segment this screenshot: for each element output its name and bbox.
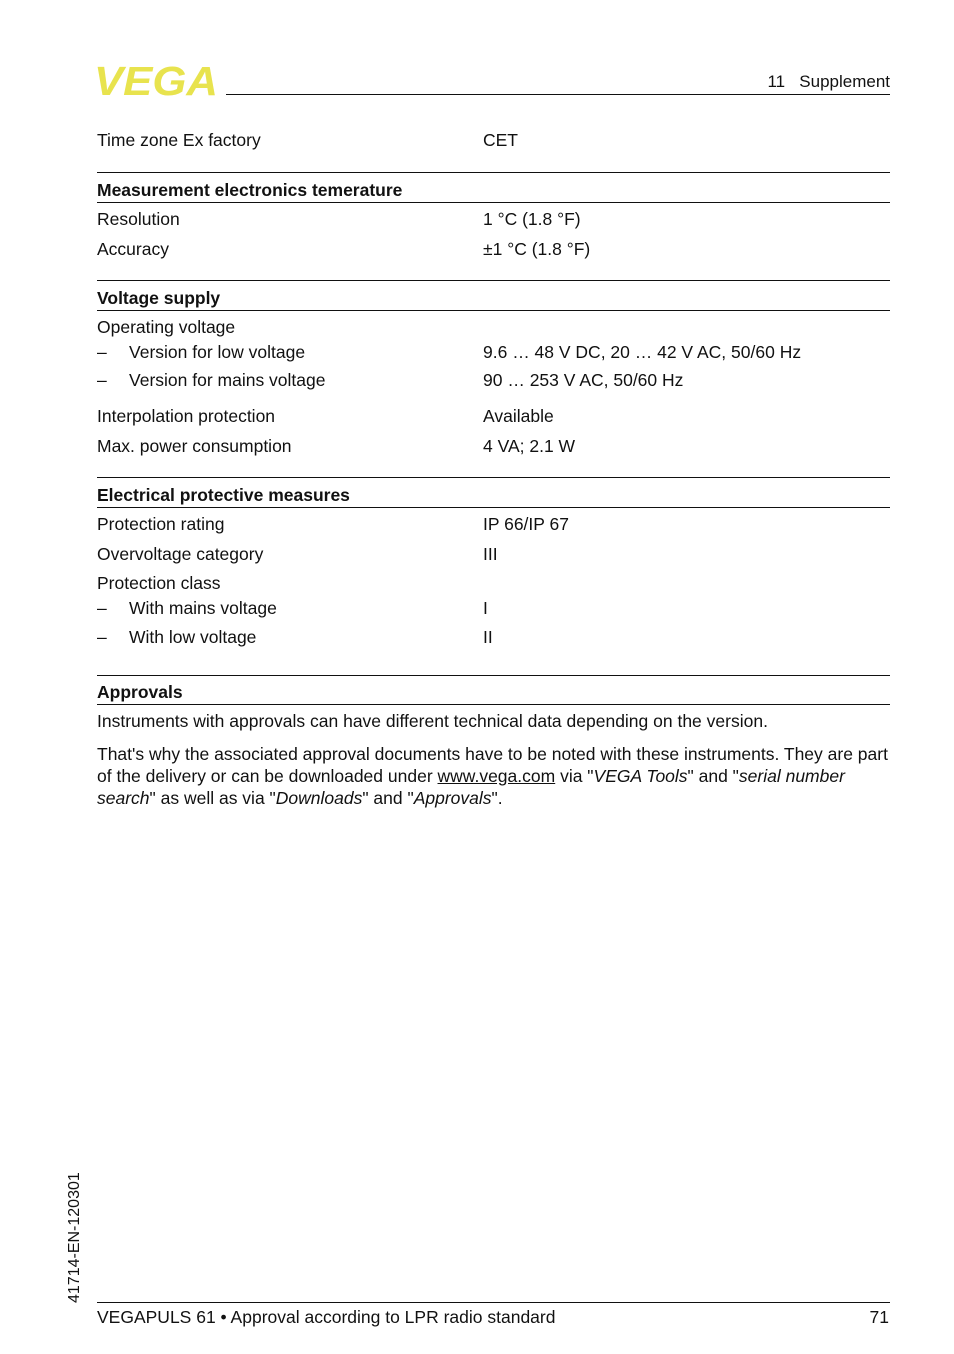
low-voltage-value: 9.6 … 48 V DC, 20 … 42 V AC, 50/60 Hz [483,342,802,362]
vega-website-link[interactable]: www.vega.com [437,766,556,786]
section-title-voltage: Voltage supply [97,288,221,308]
section-rule-bottom [97,310,890,311]
vega-tools-term: VEGA Tools [593,766,688,786]
with-low-voltage-value: II [483,627,493,647]
accuracy-label: Accuracy [97,239,169,259]
interpolation-label: Interpolation protection [97,406,276,426]
protection-class-label: Protection class [97,573,221,593]
section-rule-top [97,172,890,173]
interpolation-value: Available [483,406,554,426]
power-consumption-label: Max. power consumption [97,436,292,456]
low-voltage-label: Version for low voltage [129,342,306,362]
section-title-electrical: Electrical protective measures [97,485,350,505]
approvals-term: Approvals [413,788,492,808]
footer-rule [97,1302,890,1303]
list-dash: – [97,598,107,618]
protection-rating-value: IP 66/IP 67 [483,514,569,534]
list-dash: – [97,627,107,647]
header-section-label: 11 Supplement [767,72,890,91]
time-zone-label: Time zone Ex factory [97,130,261,150]
approvals-paragraph-2 [97,743,890,809]
serial-search-term: serial number search [97,766,845,808]
downloads-term: Downloads [275,788,363,808]
page-number: 71 [869,1307,889,1327]
with-mains-voltage-label: With mains voltage [129,598,277,618]
section-rule-bottom [97,507,890,508]
resolution-value: 1 °C (1.8 °F) [483,209,581,229]
overvoltage-value: III [483,544,498,564]
section-rule-top [97,675,890,676]
para-text: " and " [362,788,414,808]
para-text: via " [555,766,594,786]
mains-voltage-value: 90 … 253 V AC, 50/60 Hz [483,370,684,390]
list-dash: – [97,370,107,390]
para-text: That's why the associated approval documents have to be noted with these instruments. They are part of the delivery or can be downloaded under [97,744,888,786]
approvals-paragraph-1: Instruments with approvals can have different technical data depending on the version. [97,711,768,731]
para-text: " and " [687,766,739,786]
with-mains-voltage-value: I [483,598,488,618]
document-id: 41714-EN-120301 [66,1172,83,1303]
footer-title: VEGAPULS 61 • Approval according to LPR radio standard [97,1307,556,1327]
list-dash: – [97,342,107,362]
power-consumption-value: 4 VA; 2.1 W [483,436,576,456]
mains-voltage-label: Version for mains voltage [129,370,326,390]
protection-rating-label: Protection rating [97,514,225,534]
header-rule [226,94,890,95]
section-rule-top [97,477,890,478]
operating-voltage-label: Operating voltage [97,317,236,337]
with-low-voltage-label: With low voltage [129,627,257,647]
section-rule-top [97,280,890,281]
logo-text: VEGA [94,62,218,100]
para-text: " as well as via " [149,788,276,808]
section-title-approvals: Approvals [97,682,183,702]
time-zone-value: CET [483,130,518,150]
resolution-label: Resolution [97,209,180,229]
accuracy-value: ±1 °C (1.8 °F) [483,239,591,259]
section-rule-bottom [97,704,890,705]
section-title-meas-temp: Measurement electronics temerature [97,180,403,200]
overvoltage-label: Overvoltage category [97,544,264,564]
para-text: ". [491,788,503,808]
section-rule-bottom [97,202,890,203]
vega-logo [94,62,220,100]
